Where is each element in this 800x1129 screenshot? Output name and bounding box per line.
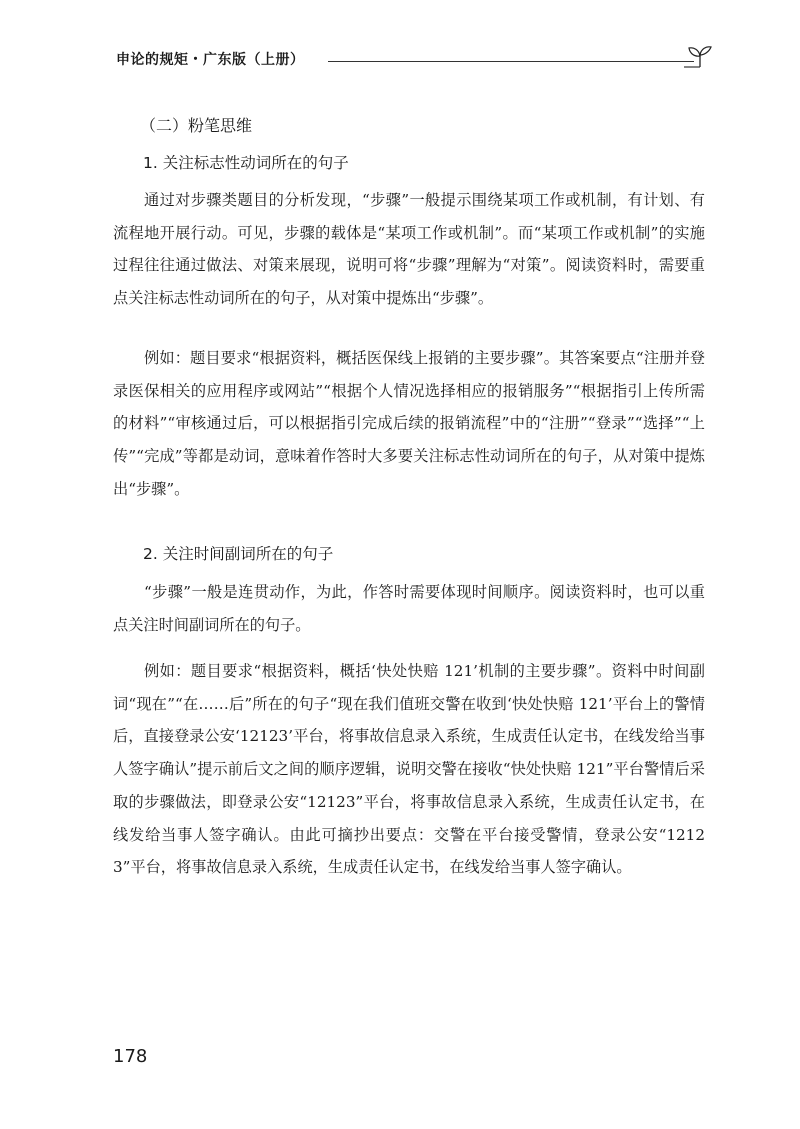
header-rule xyxy=(328,61,694,62)
paragraph-1: 通过对步骤类题目的分析发现，“步骤”一般提示围绕某项工作或机制，有计划、有流程地开展行动。可见，步骤的载体是“某项工作或机制”。而“某项工作或机制”的实施过程往往通过做法、对策来展现，说明可将“步骤”理解为“对策”。阅读资料时，需要重点关注标志性动词所在的句子，从对策中提炼出“步骤”。 xyxy=(113,191,705,308)
page-number: 178 xyxy=(113,1046,148,1067)
subheading-1: 1. 关注标志性动词所在的句子 xyxy=(143,154,349,172)
running-header xyxy=(116,44,716,74)
sprout-icon xyxy=(684,44,716,68)
header-title: 申论的规矩・广东版（上册） xyxy=(116,52,305,68)
subheading-2: 2. 关注时间副词所在的句子 xyxy=(143,545,334,563)
paragraph-2: 例如：题目要求“根据资料，概括医保线上报销的主要步骤”。其答案要点“注册并登录医保相关的应用程序或网站”“根据个人情况选择相应的报销服务”“根据指引上传所需的材料”“审核通过后，可以根据指引完成后续的报销流程”中的“注册”“登录”“选择”“上传”“完成”等都是动词，意味着作答时大多要关注标志性动词所在的句子，从对策中提炼出“步骤”。 xyxy=(113,349,705,498)
section-title: （二）粉笔思维 xyxy=(140,116,253,135)
paragraph-3: “步骤”一般是连贯动作，为此，作答时需要体现时间顺序。阅读资料时，也可以重点关注时间副词所在的句子。 xyxy=(113,583,705,634)
paragraph-4: 例如：题目要求“根据资料，概括‘快处快赔 121’机制的主要步骤”。资料中时间副词“现在”“在……后”所在的句子“现在我们值班交警在收到‘快处快赔 121’平台上的警情后，直接登录公安‘12123’平台，将事故信息录入系统，生成责任认定书，在线发给当事人签字确认”提示前后文之间的顺序逻辑，说明交警在接收“快处快赔 121”平台警情后采取的步骤做法，即登录公安“12123”平台，将事故信息录入系统，生成责任认定书，在线发给当事人签字确认。由此可摘抄出要点：交警在平台接受警情，登录公安“12123”平台，将事故信息录入系统，生成责任认定书，在线发给当事人签字确认。 xyxy=(113,662,705,877)
